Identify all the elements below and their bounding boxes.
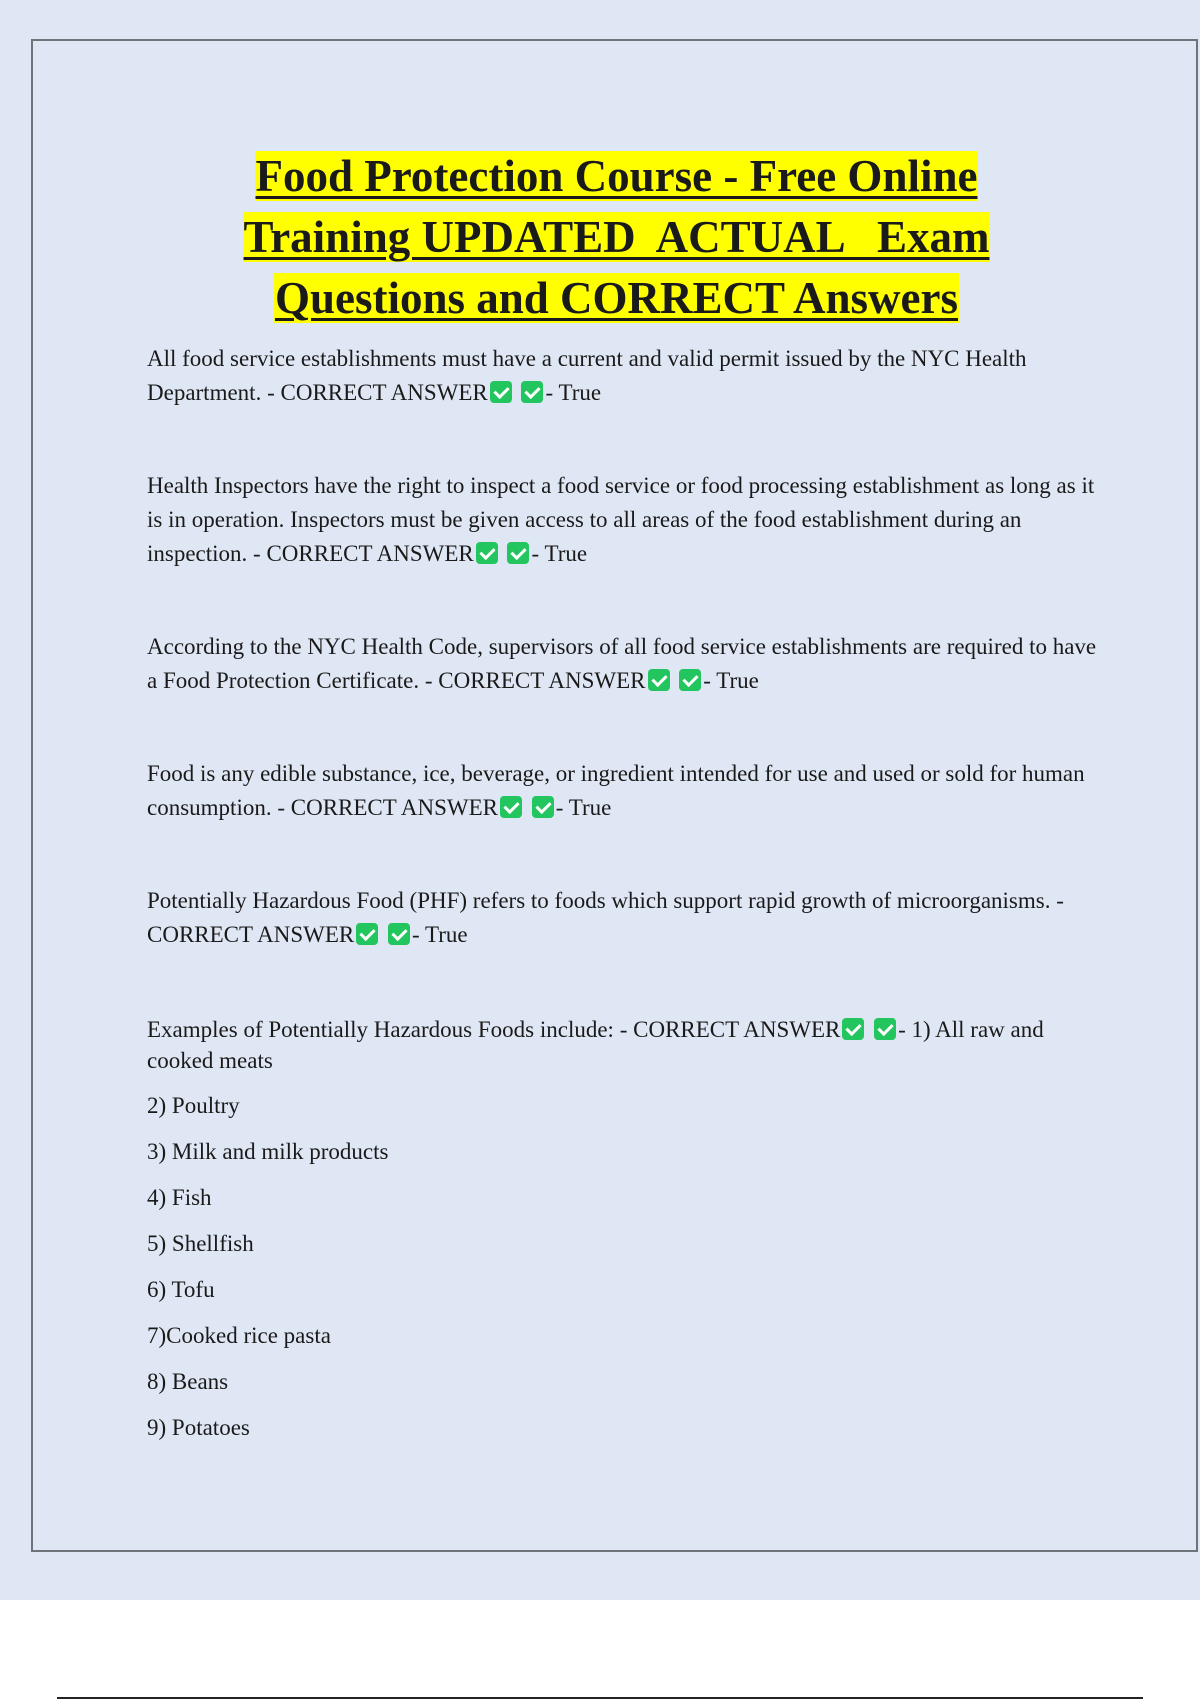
list-item: 5) Shellfish — [147, 1231, 254, 1256]
answer-text: - True — [531, 541, 588, 566]
answer-text: - True — [703, 668, 759, 693]
answer-label: - CORRECT ANSWER — [424, 668, 646, 693]
check-icon — [388, 923, 410, 945]
check-icon — [679, 669, 701, 691]
document-title — [33, 146, 1200, 329]
check-icon — [648, 669, 670, 691]
qa-content — [147, 342, 1107, 1443]
qa-item — [147, 342, 1107, 410]
qa-item — [147, 630, 1107, 698]
title-line-2: Training UPDATED ACTUAL Exam — [243, 212, 990, 262]
qa-item — [147, 1014, 1107, 1076]
document-page — [31, 39, 1198, 1552]
list-item: 2) Poultry — [147, 1093, 240, 1118]
phf-list — [147, 1090, 1107, 1443]
list-item: 8) Beans — [147, 1369, 229, 1394]
check-icon — [507, 542, 529, 564]
answer-text: - 1) All raw and cooked meats — [147, 1017, 1044, 1073]
question-text: Health Inspectors have the right to inspect a food service or food processing establishment as long as it is in operation. Inspectors must be given access to all areas of the food establishment during an inspection. — [147, 473, 1095, 566]
qa-item — [147, 757, 1107, 825]
check-icon — [532, 796, 554, 818]
question-text: Potentially Hazardous Food (PHF) refers to foods which support rapid growth of microorganisms. — [147, 888, 1051, 913]
question-text: According to the NYC Health Code, supervisors of all food service establishments are required to have a Food Protection Certificate. — [147, 634, 1097, 693]
question-text: Examples of Potentially Hazardous Foods include: — [147, 1017, 614, 1042]
list-item: 3) Milk and milk products — [147, 1139, 389, 1164]
title-line-1: Food Protection Course - Free Online — [255, 151, 978, 201]
answer-label: - CORRECT ANSWER — [619, 1017, 841, 1042]
check-icon — [874, 1018, 896, 1040]
answer-text: - True — [545, 380, 602, 405]
answer-label: - CORRECT ANSWER — [277, 795, 498, 820]
check-icon — [356, 923, 378, 945]
check-icon — [476, 542, 498, 564]
check-icon — [521, 381, 543, 403]
footer-divider — [57, 1697, 1143, 1699]
check-icon — [490, 381, 512, 403]
list-item: 4) Fish — [147, 1185, 212, 1210]
list-item: 7)Cooked rice pasta — [147, 1323, 331, 1348]
answer-label: - CORRECT ANSWER — [147, 888, 1064, 947]
check-icon — [842, 1018, 864, 1040]
qa-item — [147, 469, 1107, 571]
answer-text: - True — [555, 795, 612, 820]
title-line-3: Questions and CORRECT Answers — [274, 273, 959, 323]
question-text: All food service establishments must have a current and valid permit issued by the NYC Health Department. — [147, 346, 1027, 405]
answer-text: - True — [412, 922, 468, 947]
list-item: 9) Potatoes — [147, 1415, 250, 1440]
qa-item — [147, 884, 1107, 952]
answer-label: - CORRECT ANSWER — [267, 380, 488, 405]
check-icon — [500, 796, 522, 818]
answer-label: - CORRECT ANSWER — [253, 541, 474, 566]
question-text: Food is any edible substance, ice, beverage, or ingredient intended for use and used or sold for human consumption. — [147, 761, 1085, 820]
list-item: 6) Tofu — [147, 1277, 215, 1302]
